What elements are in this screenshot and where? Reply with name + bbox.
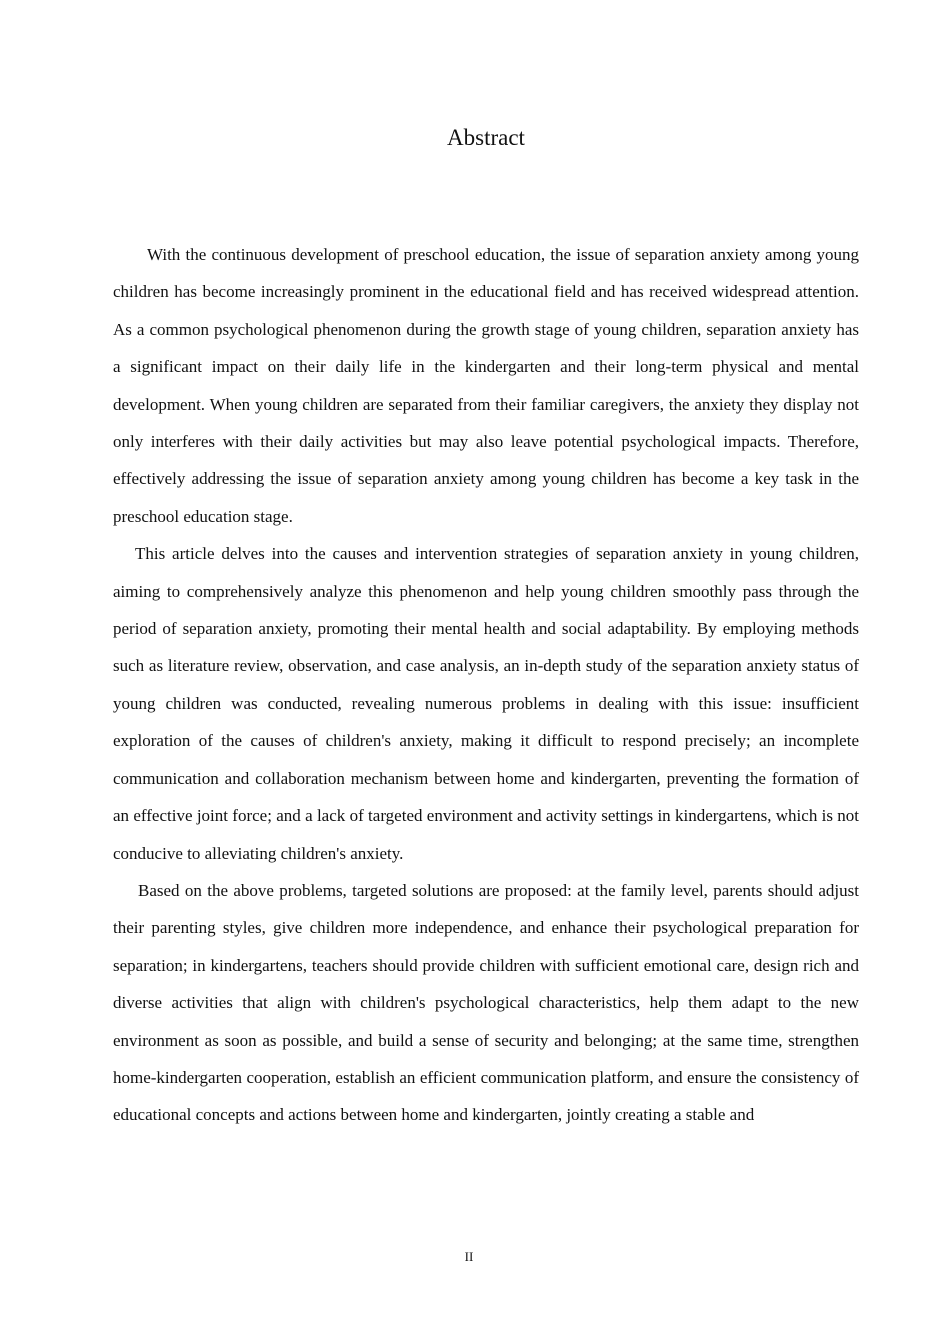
abstract-paragraph-1: With the continuous development of preschool education, the issue of separation anxiety among young children has become increasingly prominent in the educational field and has received widespread attention. As a common psychological phenomenon during the growth stage of young children, separation anxiety has a significant impact on their daily life in the kindergarten and their long-term physical and mental development. When young children are separated from their familiar caregivers, the anxiety they display not only interferes with their daily activities but may also leave potential psychological impacts. Therefore, effectively addressing the issue of separation anxiety among young children has become a key task in the preschool education stage.: [113, 245, 859, 526]
abstract-body: [113, 236, 859, 1134]
page-title: Abstract: [447, 125, 525, 150]
abstract-paragraph-2: This article delves into the causes and intervention strategies of separation anxiety in young children, aiming to comprehensively analyze this phenomenon and help young children smoothly pass through the period of separation anxiety, promoting their mental health and social adaptability. By employing methods such as literature review, observation, and case analysis, an in-depth study of the separation anxiety status of young children was conducted, revealing numerous problems in dealing with this issue: insufficient exploration of the causes of children's anxiety, making it difficult to respond precisely; an incomplete communication and collaboration mechanism between home and kindergarten, preventing the formation of an effective joint force; and a lack of targeted environment and activity settings in kindergartens, which is not conducive to alleviating children's anxiety.: [113, 544, 859, 863]
page-number: II: [464, 1249, 474, 1264]
abstract-paragraph-3: Based on the above problems, targeted solutions are proposed: at the family level, parents should adjust their parenting styles, give children more independence, and enhance their psychological preparation for separation; in kindergartens, teachers should provide children with sufficient emotional care, design rich and diverse activities that align with children's psychological characteristics, help them adapt to the new environment as soon as possible, and build a sense of security and belonging; at the same time, strengthen home-kindergarten cooperation, establish an efficient communication platform, and ensure the consistency of educational concepts and actions between home and kindergarten, jointly creating a stable and: [113, 880, 859, 1125]
